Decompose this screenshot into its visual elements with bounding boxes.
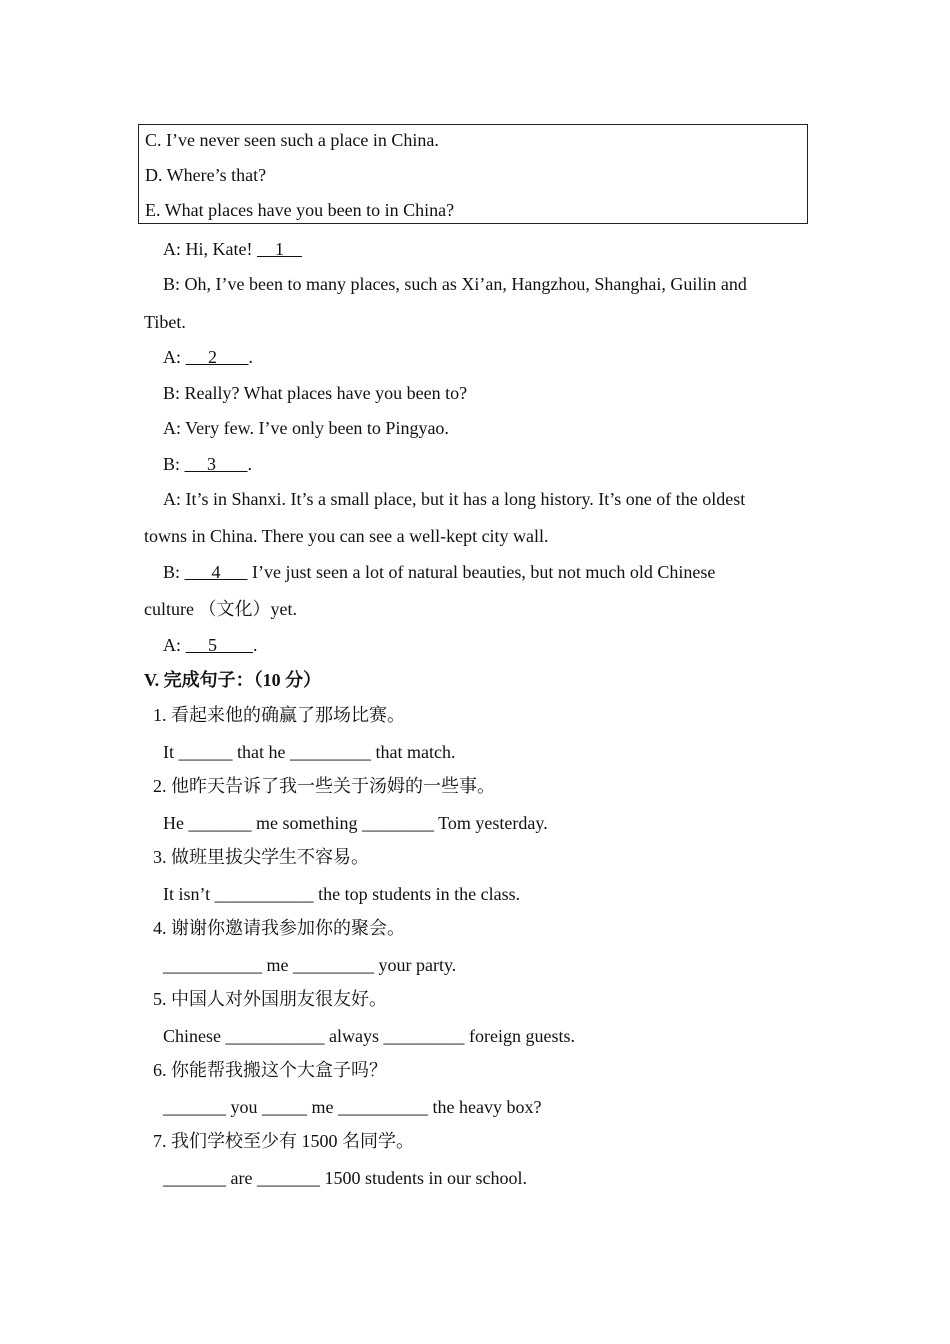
- item-3-chinese: 3. 做班里拔尖学生不容易。: [153, 847, 369, 867]
- item-7-english[interactable]: _______ are _______ 1500 students in our school.: [163, 1168, 527, 1188]
- item-7-chinese: 7. 我们学校至少有 1500 名同学。: [153, 1131, 414, 1151]
- dialogue-line-5: A: Very few. I’ve only been to Pingyao.: [163, 418, 449, 438]
- blank-5[interactable]: 5: [185, 635, 253, 655]
- item-1-chinese: 1. 看起来他的确赢了那场比赛。: [153, 705, 405, 725]
- dialogue-line-4: B: Really? What places have you been to?: [163, 383, 468, 403]
- dialogue-line-2-cont: Tibet.: [144, 312, 186, 332]
- dialogue-line-9: A: 5 .: [163, 635, 258, 655]
- dialogue-line-1: A: Hi, Kate! 1: [163, 239, 302, 259]
- dialogue-line-8: B: 4 I’ve just seen a lot of natural beauties, but not much old Chinese: [163, 562, 716, 582]
- item-4-english[interactable]: ___________ me _________ your party.: [163, 955, 457, 975]
- dialogue-line-7: A: It’s in Shanxi. It’s a small place, but it has a long history. It’s one of the oldest: [163, 489, 746, 509]
- blank-1[interactable]: 1: [256, 239, 302, 259]
- blank-2[interactable]: 2: [185, 347, 249, 367]
- dialogue-line-2: B: Oh, I’ve been to many places, such as Xi’an, Hangzhou, Shanghai, Guilin and: [163, 274, 747, 294]
- item-3-english[interactable]: It isn’t ___________ the top students in the class.: [163, 884, 521, 904]
- option-d: D. Where’s that?: [145, 165, 267, 185]
- item-5-english[interactable]: Chinese ___________ always _________ foreign guests.: [163, 1026, 575, 1046]
- blank-4[interactable]: 4: [184, 562, 248, 582]
- options-box: [138, 124, 808, 224]
- option-c: C. I’ve never seen such a place in China.: [145, 130, 439, 150]
- blank-3[interactable]: 3: [184, 454, 248, 474]
- item-2-chinese: 2. 他昨天告诉了我一些关于汤姆的一些事。: [153, 776, 495, 796]
- section-heading: V. 完成句子：（10 分）: [144, 670, 322, 690]
- dialogue-line-3: A: 2 .: [163, 347, 253, 367]
- item-6-chinese: 6. 你能帮我搬这个大盒子吗？: [153, 1060, 387, 1080]
- dialogue-line-7-cont: towns in China. There you can see a well-kept city wall.: [144, 526, 549, 546]
- dialogue-line-6: B: 3 .: [163, 454, 253, 474]
- item-6-english[interactable]: _______ you _____ me __________ the heavy box?: [163, 1097, 542, 1117]
- item-2-english[interactable]: He _______ me something ________ Tom yesterday.: [163, 813, 548, 833]
- item-4-chinese: 4. 谢谢你邀请我参加你的聚会。: [153, 918, 405, 938]
- item-1-english[interactable]: It ______ that he _________ that match.: [163, 742, 456, 762]
- option-e: E. What places have you been to in China?: [145, 200, 455, 220]
- dialogue-line-8-cont: culture （文化）yet.: [144, 599, 297, 619]
- item-5-chinese: 5. 中国人对外国朋友很友好。: [153, 989, 387, 1009]
